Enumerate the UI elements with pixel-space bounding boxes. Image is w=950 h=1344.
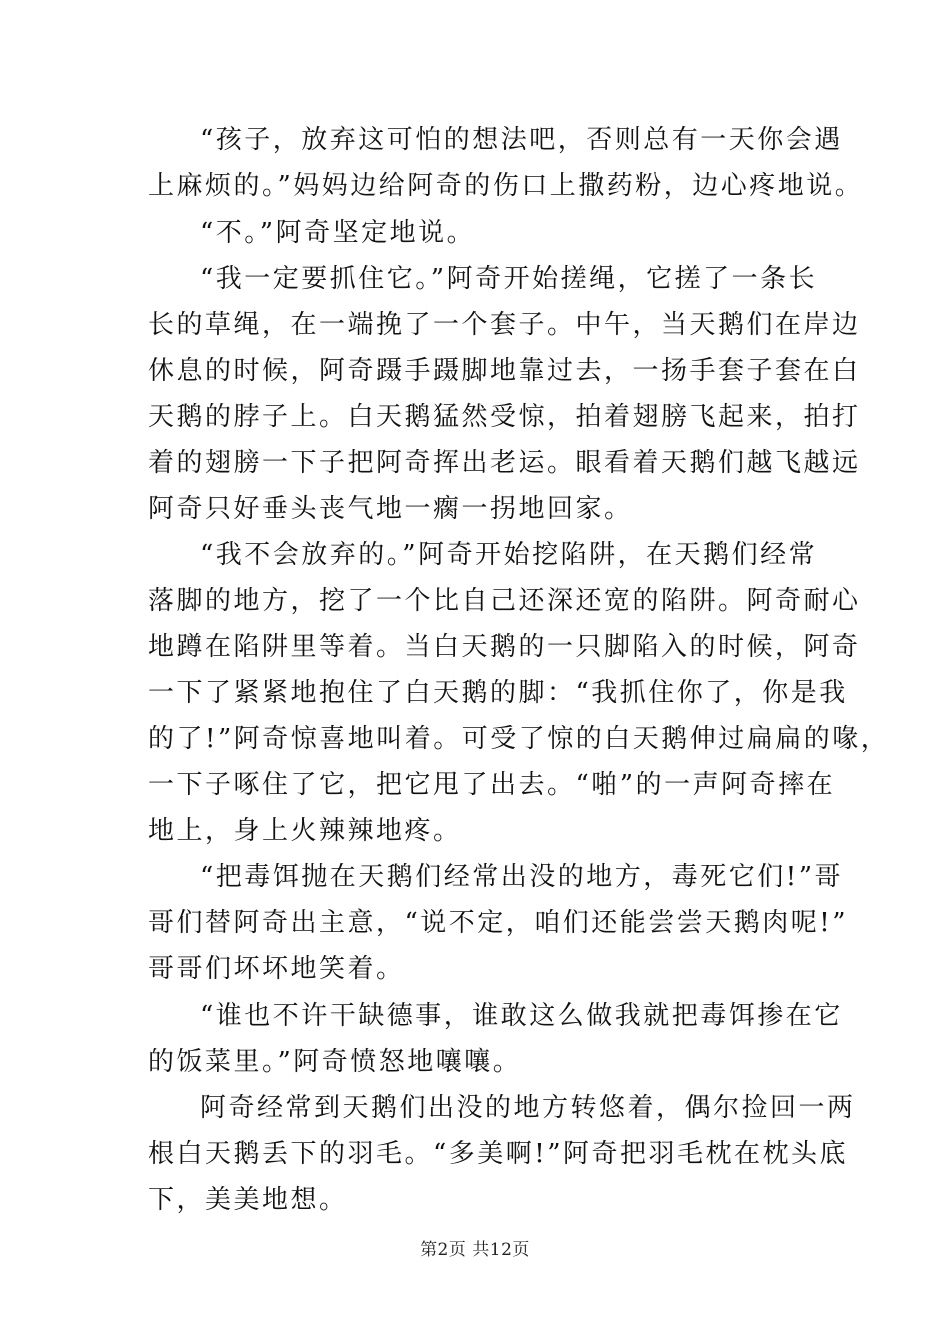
paragraph-line: 地上，身上火辣辣地疼。 — [148, 816, 462, 846]
paragraph-line: “孩子，放弃这可怕的想法吧，否则总有一天你会遇 — [200, 125, 843, 155]
paragraph-line: 阿奇经常到天鹅们出没的地方转悠着，偶尔捡回一两 — [200, 1093, 856, 1123]
paragraph-line: 长的草绳，在一端挽了一个套子。中午，当天鹅们在岸边 — [148, 310, 861, 340]
paragraph-line: 的饭菜里。”阿奇愤怒地嚷嚷。 — [148, 1047, 522, 1077]
paragraph-line: 一下子啄住了它，把它甩了出去。“啪”的一声阿奇摔在 — [148, 770, 836, 800]
paragraph-line: 哥哥们坏坏地笑着。 — [148, 954, 405, 984]
paragraph-line: 一下了紧紧地抱住了白天鹅的脚：“我抓住你了，你是我 — [148, 678, 848, 708]
paragraph-line: 阿奇只好垂头丧气地一瘸一拐地回家。 — [148, 494, 633, 524]
paragraph-line: 的了!”阿奇惊喜地叫着。可受了惊的白天鹅伸过扁扁的喙， — [148, 724, 890, 754]
paragraph-line: 天鹅的脖子上。白天鹅猛然受惊，拍着翅膀飞起来，拍打 — [148, 402, 861, 432]
paragraph-line: 上麻烦的。”妈妈边给阿奇的伤口上撒药粉，边心疼地说。 — [148, 171, 864, 201]
paragraph-line: 休息的时候，阿奇蹑手蹑脚地靠过去，一扬手套子套在白 — [148, 356, 861, 386]
page-number-footer: 第2页 共12页 — [420, 1240, 530, 1260]
paragraph-line: “不。”阿奇坚定地说。 — [200, 218, 476, 248]
paragraph-line: 地蹲在陷阱里等着。当白天鹅的一只脚陷入的时候，阿奇 — [148, 632, 861, 662]
paragraph-line: 哥们替阿奇出主意，“说不定，咱们还能尝尝天鹅肉呢!” — [148, 908, 849, 938]
paragraph-line: 根白天鹅丢下的羽毛。“多美啊!”阿奇把羽毛枕在枕头底 — [148, 1139, 849, 1169]
paragraph-line: 下，美美地想。 — [148, 1185, 348, 1215]
paragraph-line: 着的翅膀一下子把阿奇挥出老运。眼看着天鹅们越飞越远 — [148, 448, 861, 478]
paragraph-line: “把毒饵抛在天鹅们经常出没的地方，毒死它们!”哥 — [200, 862, 844, 892]
paragraph-line: “我一定要抓住它。”阿奇开始搓绳，它搓了一条长 — [200, 264, 818, 294]
paragraph-line: “我不会放弃的。”阿奇开始挖陷阱，在天鹅们经常 — [200, 540, 818, 570]
paragraph-line: “谁也不许干缺德事，谁敢这么做我就把毒饵掺在它 — [200, 1001, 843, 1031]
paragraph-line: 落脚的地方，挖了一个比自己还深还宽的陷阱。阿奇耐心 — [148, 586, 861, 616]
